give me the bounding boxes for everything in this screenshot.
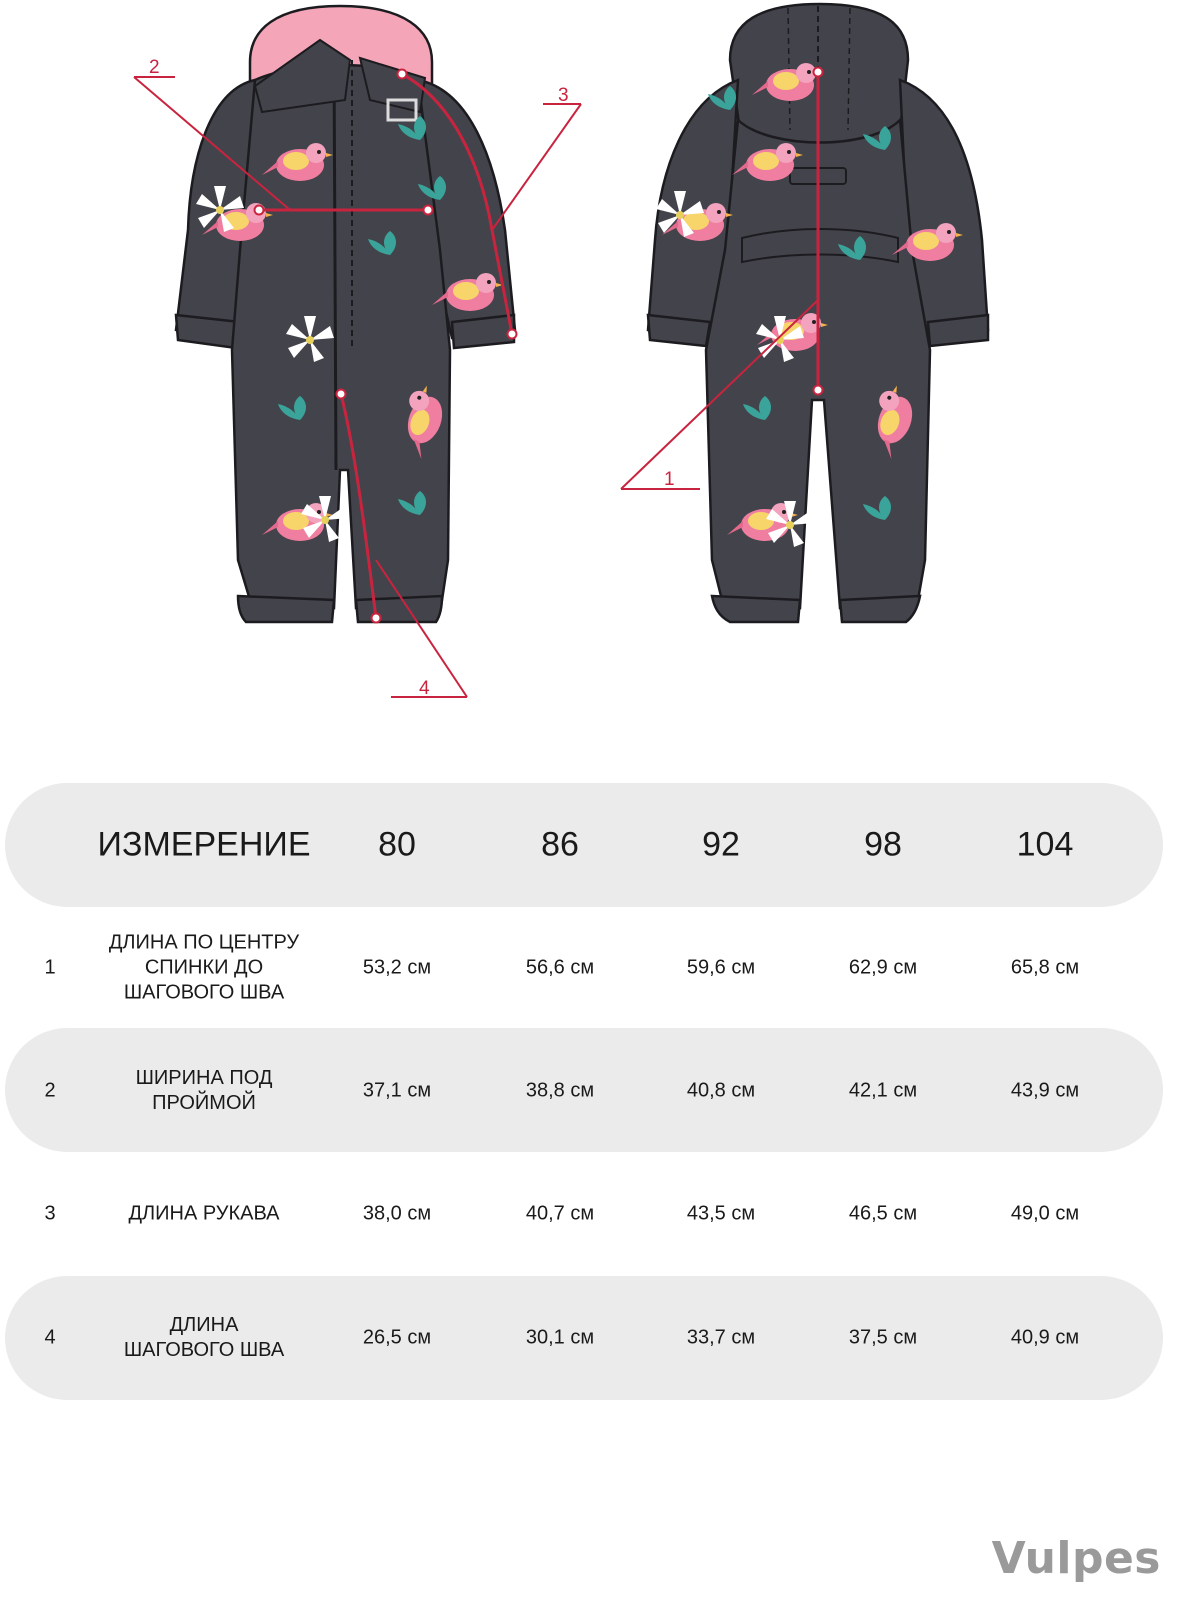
header-size-98: 98 (864, 825, 902, 864)
row-3-value-86: 40,7 см (525, 1202, 595, 1225)
marker-2: 2 (149, 57, 160, 78)
header-size-104: 104 (1016, 825, 1074, 864)
row-4-value-98: 37,5 см (848, 1326, 918, 1349)
row-3-value-104: 49,0 см (1010, 1202, 1080, 1225)
header-size-92: 92 (702, 825, 740, 864)
marker-4: 4 (419, 678, 430, 699)
row-4-value-104: 40,9 см (1010, 1326, 1080, 1349)
row-2-value-98: 42,1 см (848, 1079, 918, 1102)
row-4-label: ДЛИНА ШАГОВОГО ШВА (123, 1314, 285, 1361)
marker-1: 1 (664, 469, 675, 490)
marker-3: 3 (558, 85, 569, 106)
row-4-number: 4 (44, 1326, 56, 1349)
row-2-value-104: 43,9 см (1010, 1079, 1080, 1102)
row-4-value-80: 26,5 см (362, 1326, 432, 1349)
row-1-value-92: 59,6 см (686, 956, 756, 979)
row-3-value-80: 38,0 см (362, 1202, 432, 1225)
row-3-label: ДЛИНА РУКАВА (128, 1202, 280, 1225)
brand-logo: Vulpes (991, 1533, 1161, 1584)
row-1-label: ДЛИНА ПО ЦЕНТРУ СПИНКИ ДО ШАГОВОГО ШВА (108, 931, 300, 1004)
row-2-value-92: 40,8 см (686, 1079, 756, 1102)
row-3-value-98: 46,5 см (848, 1202, 918, 1225)
row-1-value-86: 56,6 см (525, 956, 595, 979)
row-2-value-80: 37,1 см (362, 1079, 432, 1102)
row-1-value-80: 53,2 см (362, 956, 432, 979)
row-3-value-92: 43,5 см (686, 1202, 756, 1225)
row-4-value-86: 30,1 см (525, 1326, 595, 1349)
header-size-86: 86 (541, 825, 579, 864)
row-3-number: 3 (44, 1202, 56, 1225)
row-2-value-86: 38,8 см (525, 1079, 595, 1102)
header-measurement-label: ИЗМЕРЕНИЕ (97, 825, 311, 864)
row-4-value-92: 33,7 см (686, 1326, 756, 1349)
row-1-value-104: 65,8 см (1010, 956, 1080, 979)
header-size-80: 80 (378, 825, 416, 864)
row-2-number: 2 (44, 1079, 56, 1102)
row-1-value-98: 62,9 см (848, 956, 918, 979)
row-2-label: ШИРИНА ПОД ПРОЙМОЙ (135, 1067, 273, 1114)
row-1-number: 1 (44, 956, 56, 979)
